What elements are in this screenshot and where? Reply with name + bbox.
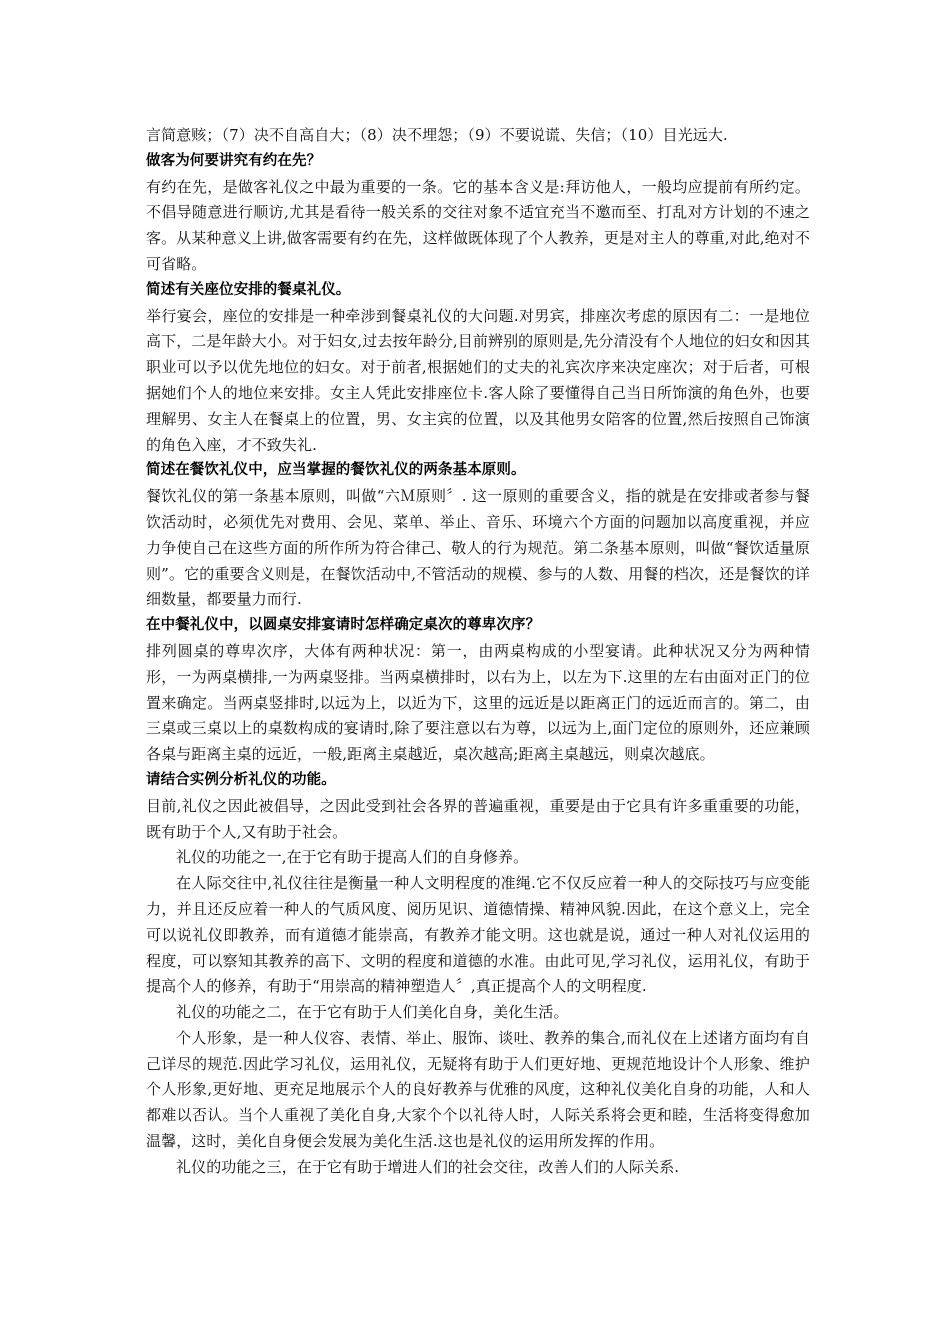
- paragraph-indented: 礼仪的功能之二，在于它有助于人们美化自身，美化生活。: [176, 1003, 569, 1022]
- paragraph: 餐饮礼仪的第一条基本原则，叫做“六Ｍ原则〞. 这一原则的重要含义，指的就是在安排或者参与餐饮活动时，必须优先对费用、会见、菜单、举止、音乐、环境六个方面的问题加以高度重视，并应力争使自己在这些方面的所作所为符合律己、敬人的行为规范。第二条基本原则，叫做“餐饮适量原则”。它的重要含义则是，在餐饮活动中,不管活动的规模、参与的人数、用餐的档次，还是餐饮的详细数量，都要量力而行.: [146, 487, 810, 609]
- paragraph-indented: 个人形象，是一种人仪容、表情、举止、服饰、谈吐、教养的集合,而礼仪在上述诸方面均有自己详尽的规范.因此学习礼仪，运用礼仪，无疑将有助于人们更好地、更规范地设计个人形象、维护个人形象,更好地、更充足地展示个人的良好教养与优雅的风度，这种礼仪美化自身的功能，人和人都难以否认。当个人重视了美化自身,大家个个以礼待人时，人际关系将会更和睦，生活将变得愈加温馨，这时，美化自身便会发展为美化生活.这也是礼仪的运用所发挥的作用。: [146, 1028, 810, 1151]
- paragraph: 言简意赅；（7）决不自高自大；（8）决不埋怨；（9）不要说谎、失信；（10）目光远大.: [146, 126, 728, 144]
- paragraph: 有约在先，是做客礼仪之中最为重要的一条。它的基本含义是:拜访他人，一般均应提前有所约定。不倡导随意进行顺访,尤其是看待一般关系的交往对象不适宜充当不邀而至、打乱对方计划的不速之客。从某种意义上讲,做客需要有约在先，这样做既体现了个人教养，更是对主人的尊重,对此,绝对不可省略。: [146, 177, 810, 273]
- section-heading: 在中餐礼仪中，以圆桌安排宴请时怎样确定桌次的尊卑次序？: [146, 617, 541, 634]
- paragraph: 排列圆桌的尊卑次序，大体有两种状况：第一，由两桌构成的小型宴请。此种状况又分为两种情形，一为两桌横排,一为两桌竖排。当两桌横排时，以右为上，以左为下.这里的左右由面对正门的位置来确定。当两桌竖排时,以远为上，以近为下，这里的远近是以距离正门的远近而言的。第二，由三桌或三桌以上的桌数构成的宴请时,除了要注意以右为尊，以远为上,面门定位的原则外，还应兼顾各桌与距离主桌的远近，一般,距离主桌越近，桌次越高;距离主桌越远，则桌次越底。: [146, 641, 810, 764]
- paragraph-indented: 在人际交往中,礼仪往往是衡量一种人文明程度的准绳.它不仅反应着一种人的交际技巧与应变能力，并且还反应着一种人的气质风度、阅历见识、道德情操、精神风貌.因此，在这个意义上，完全可以说礼仪即教养，而有道德才能崇高，有教养才能文明。这也就是说，通过一种人对礼仪运用的程度，可以察知其教养的高下、文明的程度和道德的水准。由此可见,学习礼仪，运用礼仪，有助于提高个人的修养，有助于“用崇高的精神塑造人〞,真正提高个人的文明程度.: [146, 874, 810, 996]
- section-heading: 简述有关座位安排的餐桌礼仪。: [146, 281, 351, 298]
- section-heading: 做客为何要讲究有约在先？: [146, 152, 322, 169]
- section-heading: 简述在餐饮礼仪中，应当掌握的餐饮礼仪的两条基本原则。: [146, 462, 526, 479]
- paragraph: 目前,礼仪之因此被倡导，之因此受到社会各界的普遍重视，重要是由于它具有许多重重要的功能，既有助于个人,又有助于社会。: [146, 796, 810, 841]
- document-body: [146, 123, 810, 1181]
- section-heading: 请结合实例分析礼仪的功能。: [146, 771, 336, 788]
- paragraph-indented: 礼仪的功能之一,在于它有助于提高人们的自身修养。: [176, 848, 529, 867]
- paragraph: 举行宴会，座位的安排是一种牵涉到餐桌礼仪的大问题.对男宾，排座次考虑的原因有二：一是地位高下，二是年龄大小。对于妇女,过去按年龄分,目前辨别的原则是,先分清没有个人地位的妇女和因其职业可以予以优先地位的妇女。对于前者,根据她们的丈夫的礼宾次序来决定座次；对于后者，可根据她们个人的地位来安排。女主人凭此安排座位卡.客人除了要懂得自己当日所饰演的角色外，也要理解男、女主人在餐桌上的位置，男、女主宾的位置，以及其他男女陪客的位置,然后按照自己饰演的角色入座，才不致失礼.: [146, 306, 810, 454]
- paragraph-indented: 礼仪的功能之三，在于它有助于增进人们的社会交往，改善人们的人际关系.: [176, 1157, 680, 1176]
